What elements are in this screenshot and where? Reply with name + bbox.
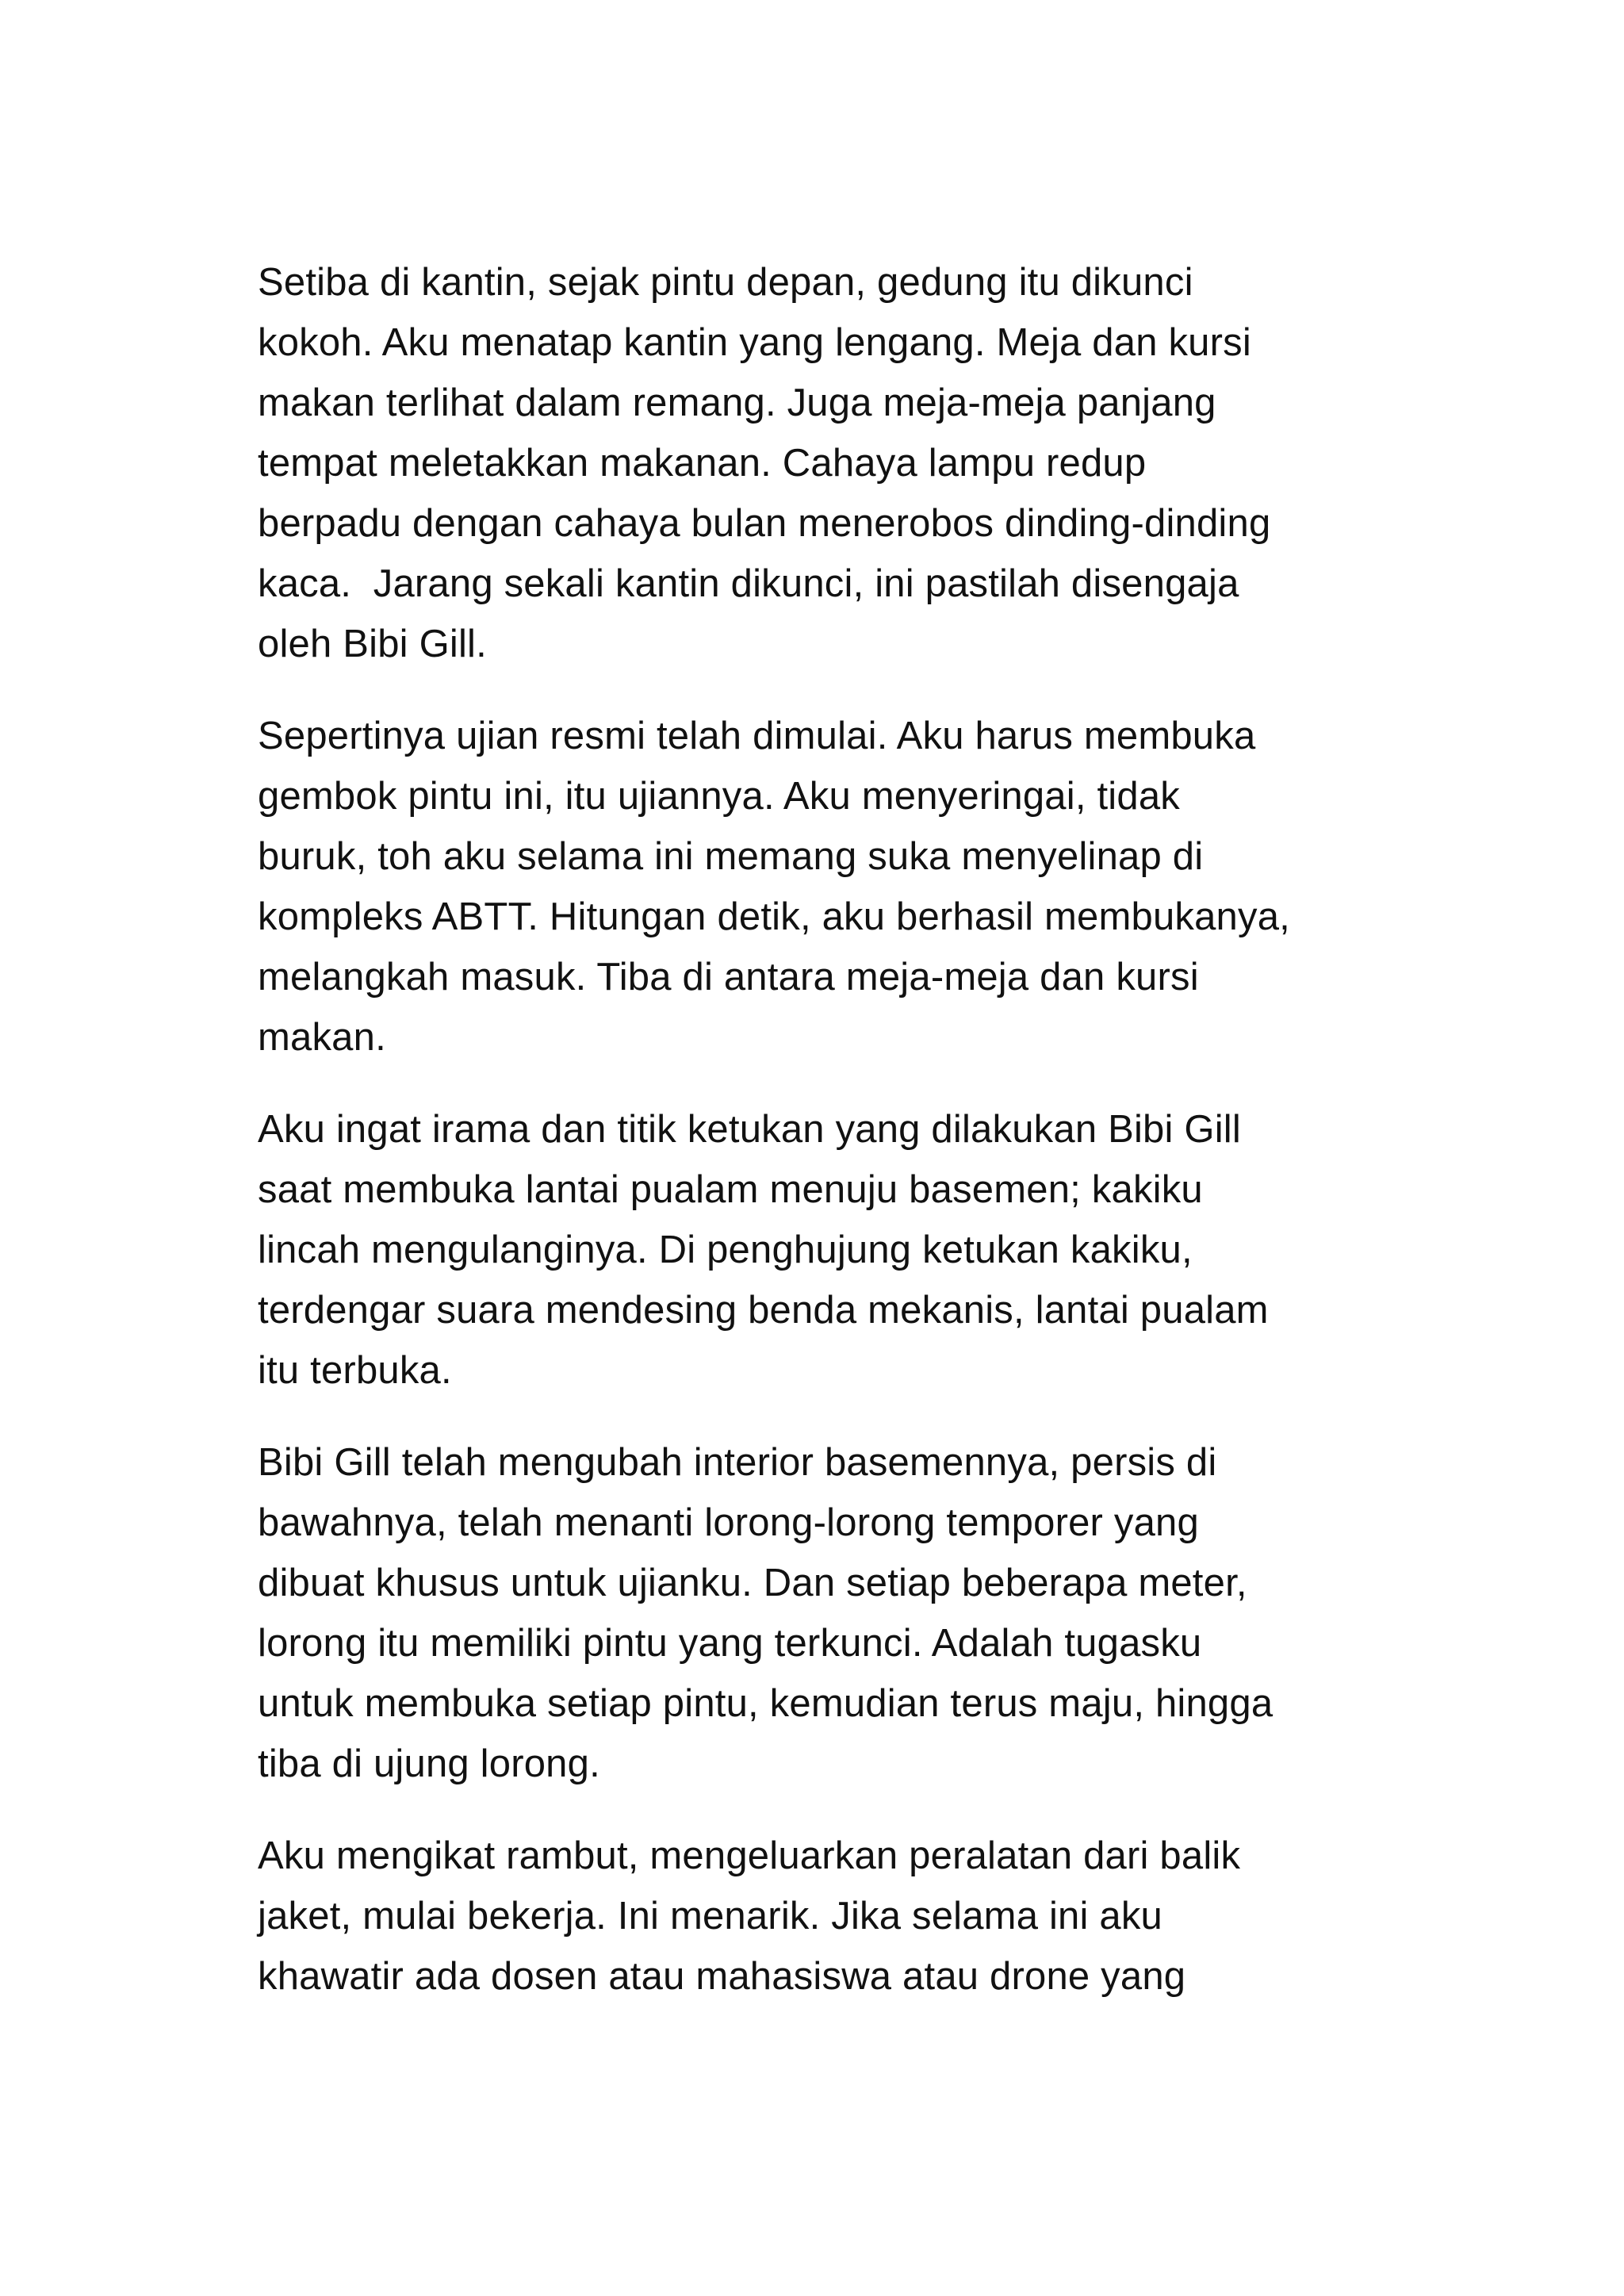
text-line: makan.	[258, 1016, 386, 1059]
text-line: khawatir ada dosen atau mahasiswa atau drone yang	[258, 1955, 1186, 1998]
paragraph-4	[258, 1432, 1415, 1794]
text-line: terdengar suara mendesing benda mekanis, lantai pualam	[258, 1289, 1269, 1332]
text-line: dibuat khusus untuk ujianku. Dan setiap beberapa meter,	[258, 1562, 1247, 1604]
body-text	[258, 252, 1415, 2038]
text-line: makan terlihat dalam remang. Juga meja-meja panjang	[258, 381, 1216, 424]
text-line: jaket, mulai bekerja. Ini menarik. Jika selama ini aku	[258, 1895, 1163, 1938]
text-line: Aku mengikat rambut, mengeluarkan peralatan dari balik	[258, 1834, 1241, 1877]
text-line: untuk membuka setiap pintu, kemudian terus maju, hingga	[258, 1682, 1274, 1725]
text-line: itu terbuka.	[258, 1349, 452, 1392]
text-line: berpadu dengan cahaya bulan menerobos dinding-dinding	[258, 502, 1271, 545]
text-line: kompleks ABTT. Hitungan detik, aku berhasil membukanya,	[258, 895, 1290, 938]
text-line: Bibi Gill telah mengubah interior basemennya, persis di	[258, 1441, 1217, 1484]
text-line: bawahnya, telah menanti lorong-lorong temporer yang	[258, 1501, 1199, 1544]
text-line: tempat meletakkan makanan. Cahaya lampu redup	[258, 442, 1147, 485]
paragraph-3	[258, 1099, 1415, 1401]
paragraph-1	[258, 252, 1415, 674]
text-line: oleh Bibi Gill.	[258, 623, 487, 665]
text-line: kokoh. Aku menatap kantin yang lengang. Meja dan kursi	[258, 321, 1251, 364]
text-line: lincah mengulanginya. Di penghujung ketukan kakiku,	[258, 1228, 1193, 1271]
text-line: lorong itu memiliki pintu yang terkunci. Adalah tugasku	[258, 1622, 1202, 1665]
text-line: Setiba di kantin, sejak pintu depan, gedung itu dikunci	[258, 261, 1193, 304]
paragraph-2	[258, 706, 1415, 1068]
text-line: Aku ingat irama dan titik ketukan yang dilakukan Bibi Gill	[258, 1108, 1241, 1151]
text-line: melangkah masuk. Tiba di antara meja-meja dan kursi	[258, 956, 1199, 999]
paragraph-5	[258, 1826, 1415, 2007]
text-line: Sepertinya ujian resmi telah dimulai. Aku harus membuka	[258, 715, 1256, 757]
text-line: kaca. Jarang sekali kantin dikunci, ini pastilah disengaja	[258, 562, 1239, 605]
text-line: tiba di ujung lorong.	[258, 1742, 600, 1785]
text-line: buruk, toh aku selama ini memang suka menyelinap di	[258, 835, 1204, 878]
text-line: gembok pintu ini, itu ujiannya. Aku menyeringai, tidak	[258, 775, 1180, 818]
text-line: saat membuka lantai pualam menuju basemen; kakiku	[258, 1168, 1203, 1211]
